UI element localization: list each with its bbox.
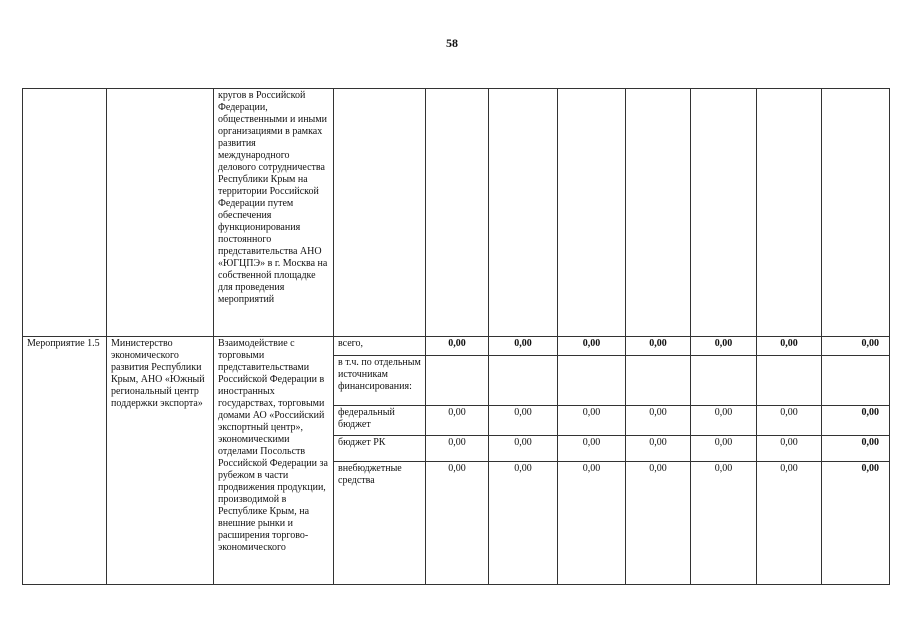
carryover-value-cell	[626, 89, 691, 337]
financing-value: 0,00	[691, 436, 757, 462]
financing-value-total: 0,00	[822, 462, 890, 585]
financing-source-label: федеральный бюджет	[334, 406, 426, 436]
carryover-value-cell	[691, 89, 757, 337]
financing-value: 0,00	[757, 462, 822, 585]
carryover-value-cell	[558, 89, 626, 337]
financing-value: 0,00	[426, 337, 489, 356]
financing-row-total	[23, 337, 890, 356]
financing-table	[22, 88, 890, 585]
financing-value: 0,00	[489, 462, 558, 585]
financing-value	[558, 356, 626, 406]
carryover-executor-cell	[107, 89, 214, 337]
financing-value: 0,00	[558, 406, 626, 436]
carryover-value-cell	[489, 89, 558, 337]
carryover-value-cell	[757, 89, 822, 337]
financing-value: 0,00	[489, 337, 558, 356]
financing-value: 0,00	[558, 436, 626, 462]
financing-value: 0,00	[691, 462, 757, 585]
financing-value: 0,00	[626, 337, 691, 356]
activity-description: Взаимодействие с торговыми представительствами Российской Федерации в иностранных государствах, торговыми домами АО «Российский экспортный центр», экономическими отделами Посольств Российской Федерации за рубежом в части продвижения продукции, производимой в Республике Крым, на внешние рынки и расширения торгово-экономического	[214, 337, 334, 585]
financing-value	[489, 356, 558, 406]
carryover-value-cell	[822, 89, 890, 337]
carryover-number-cell	[23, 89, 107, 337]
financing-value	[691, 356, 757, 406]
financing-value	[426, 356, 489, 406]
financing-value	[626, 356, 691, 406]
financing-value-total: 0,00	[822, 436, 890, 462]
financing-value: 0,00	[691, 337, 757, 356]
carryover-row	[23, 89, 890, 337]
financing-value: 0,00	[757, 436, 822, 462]
financing-value: 0,00	[757, 406, 822, 436]
carryover-source-cell	[334, 89, 426, 337]
financing-value	[757, 356, 822, 406]
financing-source-label: всего,	[334, 337, 426, 356]
activity-executor: Министерство экономического развития Республики Крым, АНО «Южный региональный центр поддержки экспорта»	[107, 337, 214, 585]
financing-value: 0,00	[558, 337, 626, 356]
financing-value: 0,00	[426, 406, 489, 436]
page-number: 58	[446, 36, 458, 50]
financing-source-label: в т.ч. по отдельным источникам финансирования:	[334, 356, 426, 406]
activity-number: Мероприятие 1.5	[23, 337, 107, 585]
financing-value-total: 0,00	[822, 406, 890, 436]
carryover-value-cell	[426, 89, 489, 337]
financing-source-label: бюджет РК	[334, 436, 426, 462]
financing-value: 0,00	[426, 462, 489, 585]
financing-value: 0,00	[558, 462, 626, 585]
financing-value: 0,00	[757, 337, 822, 356]
financing-value: 0,00	[626, 462, 691, 585]
financing-value	[822, 356, 890, 406]
financing-value: 0,00	[626, 406, 691, 436]
financing-value: 0,00	[626, 436, 691, 462]
financing-source-label: внебюджетные средства	[334, 462, 426, 585]
financing-value: 0,00	[426, 436, 489, 462]
carryover-description: кругов в Российской Федерации, общественными и иными организациями в рамках развития международного делового сотрудничества Республики Крым на территории Российской Федерации путем обеспечения функционирования постоянного представительства АНО «ЮГЦПЭ» в г. Москва на собственной площадке для проведения мероприятий	[214, 89, 334, 337]
financing-value: 0,00	[691, 406, 757, 436]
financing-value: 0,00	[489, 406, 558, 436]
financing-value: 0,00	[489, 436, 558, 462]
financing-value-total: 0,00	[822, 337, 890, 356]
